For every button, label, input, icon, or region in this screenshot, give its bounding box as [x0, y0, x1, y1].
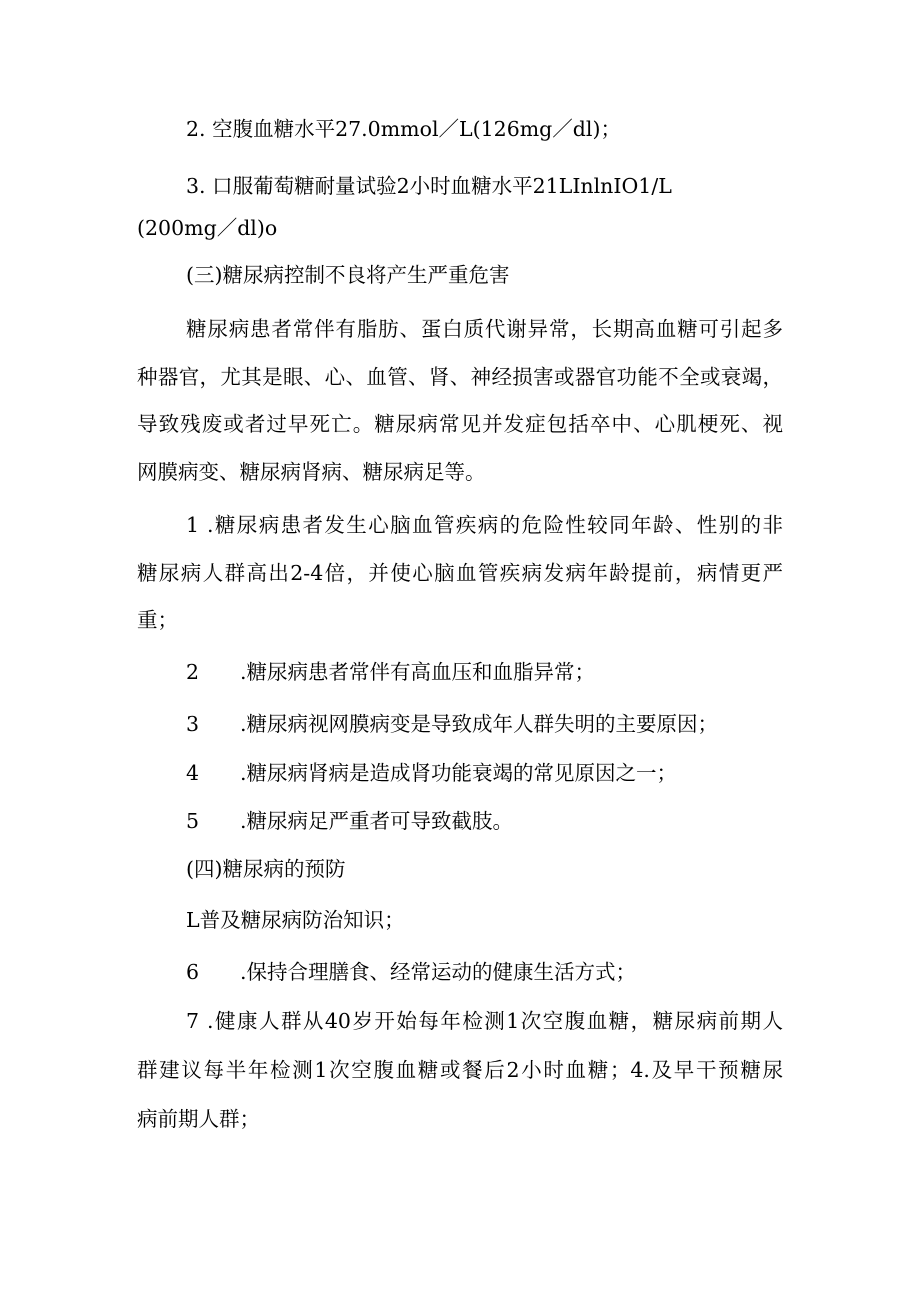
criterion-ogtt: 3. 口服葡萄糖耐量试验2小时血糖水平21LInlnIO1/L: [186, 174, 672, 198]
paragraph-line: 种器官，尤其是眼、心、血管、肾、神经损害或器官功能不全或衰竭，: [137, 365, 783, 389]
list-item-text: .糖尿病视网膜病变是导致成年人群失明的主要原因；: [240, 712, 719, 736]
list-item-number: 2: [186, 660, 200, 684]
paragraph-line: 导致残废或者过早死亡。糖尿病常见并发症包括卒中、心肌梗死、视: [137, 412, 783, 436]
list-item-number: 3: [186, 712, 200, 736]
list-item-text: .糖尿病患者常伴有高血压和血脂异常；: [240, 660, 596, 684]
list-item-2: [186, 662, 595, 683]
list-item-5: [186, 811, 513, 832]
list-item-number: 4: [186, 761, 200, 785]
section-heading-4: (四)糖尿病的预防: [186, 857, 346, 881]
prevention-item-1: L普及糖尿病防治知识；: [186, 908, 405, 932]
list-item-text: .糖尿病足严重者可导致截肢。: [240, 809, 514, 833]
prevention-item-6: [186, 962, 636, 983]
paragraph-line: 网膜病变、糖尿病肾病、糖尿病足等。: [137, 460, 486, 484]
list-item-3: [186, 714, 718, 735]
list-item-1-line: 重；: [137, 608, 178, 632]
section-heading-3: (三)糖尿病控制不良将产生严重危害: [186, 263, 510, 287]
paragraph-line: 糖尿病患者常伴有脂肪、蛋白质代谢异常，长期高血糖可引起多: [186, 317, 783, 341]
prevention-item-7-line: 群建议每半年检测1次空腹血糖或餐后2小时血糖；4.及早干预糖尿: [137, 1058, 783, 1082]
list-item-4: [186, 763, 677, 784]
list-item-number: 6: [186, 960, 200, 984]
list-item-text: .糖尿病肾病是造成肾功能衰竭的常见原因之一；: [240, 761, 678, 785]
list-item-1-line: 1 .糖尿病患者发生心脑血管疾病的危险性较同年龄、性别的非: [186, 513, 783, 537]
criterion-fasting-glucose: 2. 空腹血糖水平27.0mmol／L(126mg／dl)；: [186, 117, 621, 141]
criterion-ogtt-cont: (200mg／dl)o: [137, 216, 278, 240]
list-item-1-line: 糖尿病人群高出2-4倍，并使心脑血管疾病发病年龄提前，病情更严: [137, 561, 783, 585]
list-item-text: .保持合理膳食、经常运动的健康生活方式；: [240, 960, 637, 984]
list-item-number: 5: [186, 809, 200, 833]
prevention-item-7-line: 病前期人群；: [137, 1107, 260, 1131]
prevention-item-7-line: 7 .健康人群从40岁开始每年检测1次空腹血糖，糖尿病前期人: [186, 1009, 783, 1033]
